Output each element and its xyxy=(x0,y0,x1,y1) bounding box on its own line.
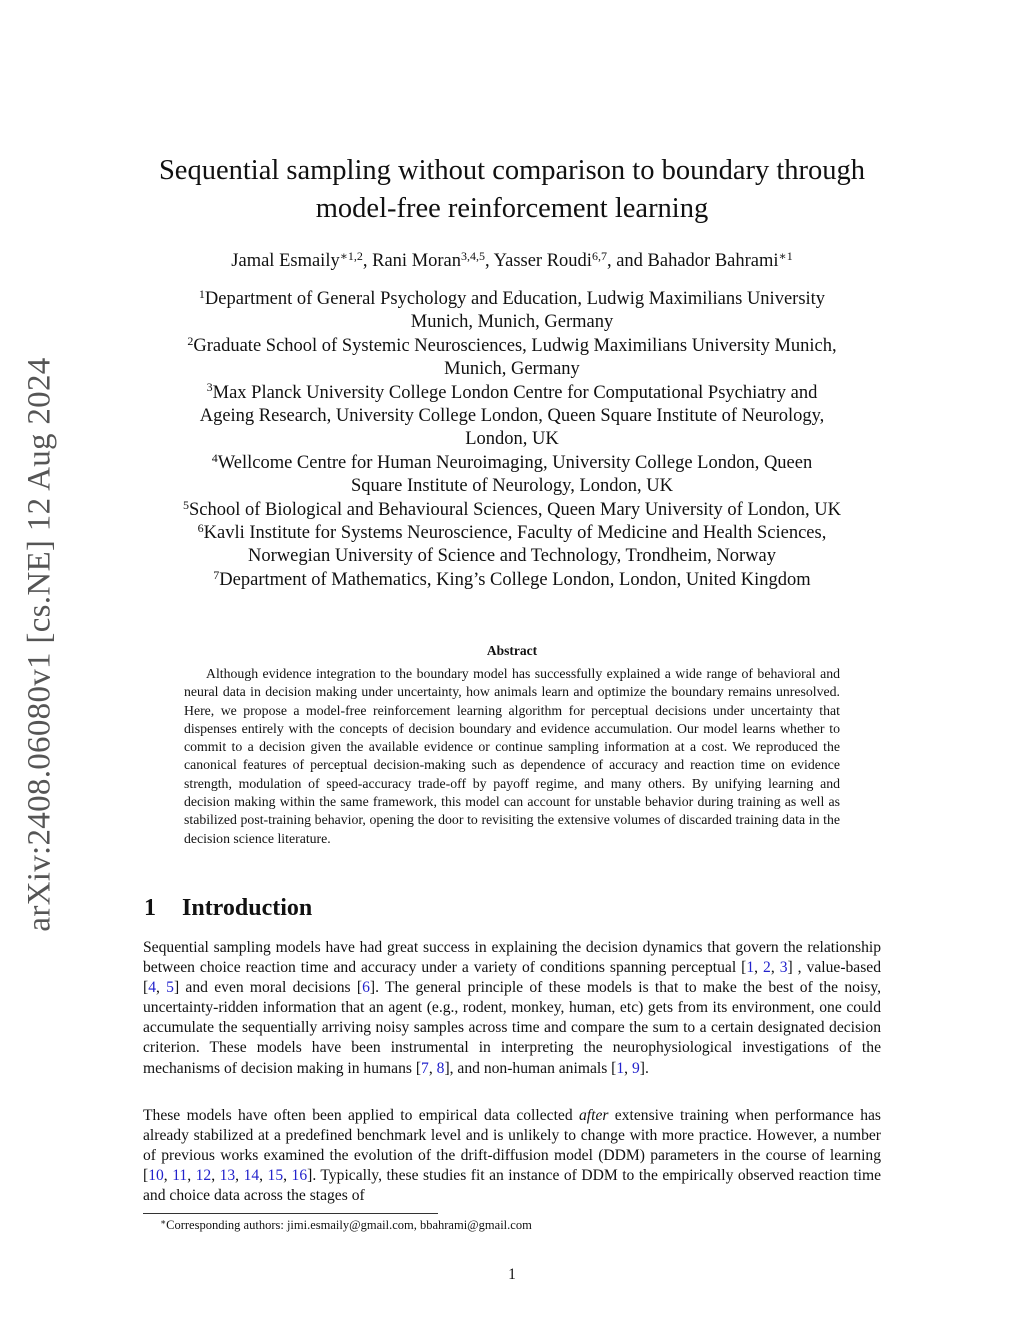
affiliation-line: Kavli Institute for Systems Neuroscience, Faculty of Medicine and Health Sciences, xyxy=(203,523,827,544)
affiliation-item xyxy=(130,288,894,335)
affiliation-number: 2 xyxy=(187,333,194,348)
section-heading-introduction xyxy=(144,895,312,922)
citation-link[interactable]: 5 xyxy=(166,979,174,997)
paragraph-text: ]. xyxy=(639,1059,649,1077)
affiliation-line: Square Institute of Neurology, London, UK xyxy=(351,476,673,497)
citation-link[interactable]: 15 xyxy=(267,1167,284,1185)
section-title: Introduction xyxy=(182,895,313,921)
affiliation-line: Department of General Psychology and Education, Ludwig Maximilians University xyxy=(204,289,826,309)
citation-link[interactable]: 6 xyxy=(362,979,370,997)
paragraph-text: extensive training when performance has already stabilized at a predefined benchmark level and is unlikely to change with more practice. However, a number of previous works examined the evolution of the drift-diffusion model (DDM) parameters in the course of learning [ xyxy=(143,1107,881,1185)
citation-link[interactable]: 8 xyxy=(436,1059,445,1077)
author-affiliation-mark: 6,7 xyxy=(591,248,607,263)
affiliation-line: Ageing Research, University College London, Queen Square Institute of Neurology, xyxy=(199,406,825,427)
citation-link[interactable]: 3 xyxy=(779,959,788,977)
author-list xyxy=(130,249,894,273)
paragraph-text: ] and even moral decisions [ xyxy=(173,979,363,997)
paragraph-text: These models have often been applied to empirical data collected xyxy=(143,1107,579,1124)
affiliation-line: School of Biological and Behavioural Sciences, Queen Mary University of London, UK xyxy=(189,499,841,520)
affiliation-line: Max Planck University College London Centre for Computational Psychiatry and xyxy=(212,382,818,403)
affiliation-item xyxy=(130,499,894,522)
footnote-text: Corresponding authors: jimi.esmaily@gmail.com, bbahrami@gmail.com xyxy=(166,1218,532,1232)
citation-link[interactable]: 10 xyxy=(148,1167,164,1185)
affiliation-number: 7 xyxy=(213,567,220,582)
author-affiliation-mark: ∗1 xyxy=(778,248,793,263)
affiliation-item xyxy=(130,382,894,452)
citation-link[interactable]: 2 xyxy=(763,959,771,977)
citation-link[interactable]: 1 xyxy=(746,959,755,977)
author-separator: , xyxy=(362,251,373,271)
affiliation-line: Norwegian University of Science and Technology, Trondheim, Norway xyxy=(248,546,776,567)
author-separator: , xyxy=(485,251,494,271)
affiliation-line: Wellcome Centre for Human Neuroimaging, University College London, Queen xyxy=(217,452,813,473)
citation-link[interactable]: 1 xyxy=(616,1059,625,1077)
author-name: Yasser Roudi xyxy=(493,251,592,271)
citation-link[interactable]: 16 xyxy=(291,1167,308,1185)
abstract-text: Although evidence integration to the boundary model has successfully explained a wide range of behavioral and neural data in decision making under uncertainty, how animals learn and optimize the boundary remains unresolved. Here, we propose a model-free reinforcement learning algorithm for perceptual decisions under uncertainty that dispenses entirely with the concepts of decision boundary and evidence accumulation. Our model learns whether to commit to a decision given the available evidence or continue sampling information at a cost. We reproduced the canonical features of perceptual decision-making such as dependence of accuracy and reaction time on evidence strength, modulation of speed-accuracy trade-off by payoff regime, and many others. By unifying learning and decision making within the same framework, this model can account for unstable behavior during training as well as stabilized post-training behavior, opening the door to revisiting the extensive volumes of discarded training data in the decision science literature. xyxy=(184,666,840,846)
affiliation-line: Munich, Munich, Germany xyxy=(410,312,614,333)
author-name: Bahador Bahrami xyxy=(647,251,779,271)
affiliation-item xyxy=(130,335,894,382)
footnote xyxy=(160,1218,532,1233)
affiliation-number: 4 xyxy=(211,450,218,465)
paragraph-text: ]. Typically, these studies fit an instance of DDM to the empirically observed reaction time and choice data across the stages of xyxy=(143,1167,882,1205)
footnote-divider xyxy=(143,1213,438,1214)
citation-link[interactable]: 12 xyxy=(195,1167,212,1185)
affiliation-item xyxy=(130,522,894,569)
citation-link[interactable]: 11 xyxy=(172,1167,188,1185)
paragraph-text: ] , value-based [ xyxy=(143,959,882,997)
paragraph-text: Sequential sampling models have had great success in explaining the decision dynamics that govern the relationship between choice reaction time and accuracy under a variety of conditions spanning perceptual [ xyxy=(143,939,881,977)
author-name: Rani Moran xyxy=(372,251,462,271)
footnote-mark: ∗ xyxy=(160,1216,167,1227)
citation-link[interactable]: 9 xyxy=(631,1059,640,1077)
intro-paragraph-2: These models have often been applied to empirical data collected after extensive training when performance has already stabilized at a predefined benchmark level and is unlikely to change with more practice. However, a number of previous works examined the evolution of the drift-diffusion model (DDM) parameters in the course of learning [10, 11, 12, 13, 14, 15, 16]. Typically, these studies fit an instance of DDM to the empirically observed reaction time and choice data across the stages of xyxy=(143,1107,882,1205)
author-name: Jamal Esmaily xyxy=(231,251,340,271)
paper-title xyxy=(130,152,894,228)
affiliation-item xyxy=(130,452,894,499)
affiliation-line: London, UK xyxy=(465,429,559,450)
emphasis-text: after xyxy=(578,1107,609,1124)
affiliation-number: 3 xyxy=(206,380,213,395)
citation-link[interactable]: 14 xyxy=(243,1167,260,1185)
affiliation-item xyxy=(130,569,894,592)
abstract-heading: Abstract xyxy=(486,643,538,658)
paragraph-text: ], and non-human animals [ xyxy=(444,1059,617,1077)
title-line-1: Sequential sampling without comparison to boundary through xyxy=(158,155,866,186)
affiliation-list xyxy=(130,288,894,592)
affiliation-line: Munich, Germany xyxy=(444,359,580,380)
paragraph-text: ]. The general principle of these models is that to make the best of the noisy, uncertainty-ridden information that an agent (e.g., rodent, monkey, human, etc) gets from its environment, one could accumulate the sequentially arriving noisy samples across time and compare the sum to a certain designated decision criterion. These models have been instrumental in interpreting the neurophysiological investigations of the mechanisms of decision making in humans [ xyxy=(143,979,881,1077)
title-line-2: model-free reinforcement learning xyxy=(315,193,709,224)
citation-link[interactable]: 13 xyxy=(219,1167,236,1185)
affiliation-number: 1 xyxy=(198,286,205,301)
affiliation-number: 5 xyxy=(183,497,189,512)
page-number: 1 xyxy=(508,1266,516,1283)
intro-paragraph-1: Sequential sampling models have had great success in explaining the decision dynamics that govern the relationship between choice reaction time and accuracy under a variety of conditions spanning perceptual [1, 2, 3] , value-based [4, 5] and even moral decisions [6]. The general principle of these models is that to make the best of the noisy, uncertainty-ridden information that an agent (e.g., rodent, monkey, human, etc) gets from its environment, one could accumulate the sequentially arriving noisy samples across time and compare the sum to a certain designated decision criterion. These models have been instrumental in interpreting the neurophysiological investigations of the mechanisms of decision making in humans [7, 8], and non-human animals [1, 9]. xyxy=(143,939,882,1077)
affiliation-line: Graduate School of Systemic Neurosciences, Ludwig Maximilians University Munich, xyxy=(193,335,837,356)
citation-link[interactable]: 4 xyxy=(148,979,156,997)
author-affiliation-mark: ∗1,2 xyxy=(339,248,363,263)
author-affiliation-mark: 3,4,5 xyxy=(461,248,486,263)
affiliation-line: Department of Mathematics, King’s College London, London, United Kingdom xyxy=(219,569,811,590)
author-separator: , and xyxy=(606,251,648,271)
arxiv-sidebar-stamp xyxy=(8,344,72,944)
affiliation-number: 6 xyxy=(197,520,204,535)
section-number: 1 xyxy=(144,895,156,921)
arxiv-identifier: arXiv:2408.06080v1 [cs.NE] 12 Aug 2024 xyxy=(21,356,58,932)
citation-link[interactable]: 7 xyxy=(421,1059,429,1077)
